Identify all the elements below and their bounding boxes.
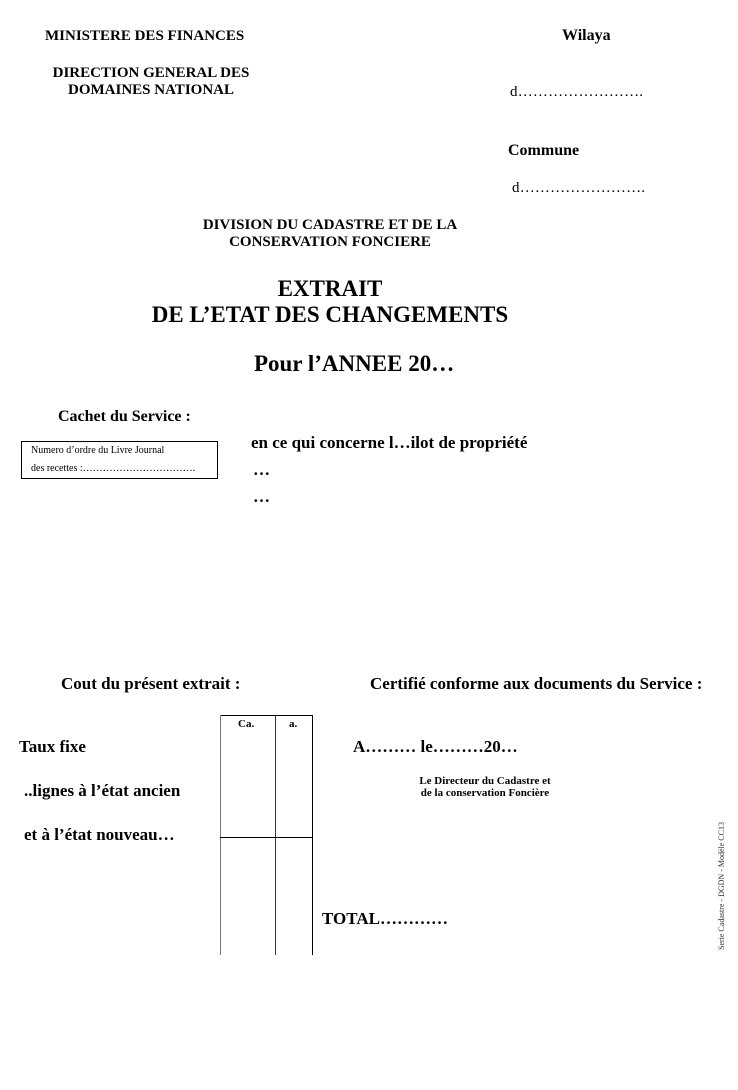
signatory	[395, 775, 575, 799]
ministry-name: MINISTERE DES FINANCES	[45, 28, 245, 44]
division-title	[170, 217, 490, 251]
direction-name	[40, 65, 262, 99]
concerne-line: en ce qui concerne l…ilot de propriété	[251, 433, 528, 452]
table-top-border	[220, 715, 313, 716]
table-column-divider	[275, 715, 276, 955]
division-line1: DIVISION DU CADASTRE ET DE LA	[202, 217, 458, 233]
table-right-border	[312, 715, 313, 955]
direction-line2: DOMAINES NATIONAL	[68, 82, 234, 98]
journal-number-field[interactable]: des recettes :…………………………….	[31, 463, 196, 474]
cout-row-etat-nouveau: et à l’état nouveau…	[24, 825, 175, 844]
wilaya-field[interactable]: d…………………….	[510, 84, 644, 100]
division-line2: CONSERVATION FONCIERE	[229, 234, 431, 250]
cout-row-taux-fixe: Taux fixe	[19, 737, 86, 756]
table-row-divider	[220, 837, 313, 838]
signatory-line1: Le Directeur du Cadastre et	[419, 775, 551, 787]
year-title: Pour l’ANNEE 20…	[254, 351, 455, 376]
commune-label: Commune	[508, 142, 580, 159]
journal-number-label: Numero d’ordre du Livre Journal	[31, 445, 165, 456]
wilaya-label: Wilaya	[562, 27, 611, 44]
total-field[interactable]: TOTAL…………	[322, 909, 448, 928]
column-ca: Ca.	[238, 718, 255, 730]
concerne-blank-1[interactable]: …	[253, 460, 270, 479]
concerne-blank-2[interactable]: …	[253, 487, 270, 506]
signatory-line2: de la conservation Foncière	[420, 787, 550, 799]
title-line2: DE L’ETAT DES CHANGEMENTS	[151, 302, 509, 327]
certification-label: Certifié conforme aux documents du Service :	[370, 674, 703, 693]
document-title	[120, 276, 540, 328]
journal-number-box	[21, 441, 218, 479]
direction-line1: DIRECTION GENERAL DES	[52, 65, 250, 81]
commune-field[interactable]: d…………………….	[512, 180, 646, 196]
cout-row-etat-ancien: ..lignes à l’état ancien	[24, 781, 181, 800]
model-reference: Serie Cadastre - DGDN - Modèle CC13	[717, 822, 726, 950]
cachet-label: Cachet du Service :	[58, 408, 191, 425]
place-date-field[interactable]: A……… le………20…	[353, 737, 518, 756]
table-left-border	[220, 715, 221, 955]
cout-label: Cout du présent extrait :	[61, 674, 241, 693]
title-line1: EXTRAIT	[277, 276, 383, 301]
column-a: a.	[289, 718, 298, 730]
